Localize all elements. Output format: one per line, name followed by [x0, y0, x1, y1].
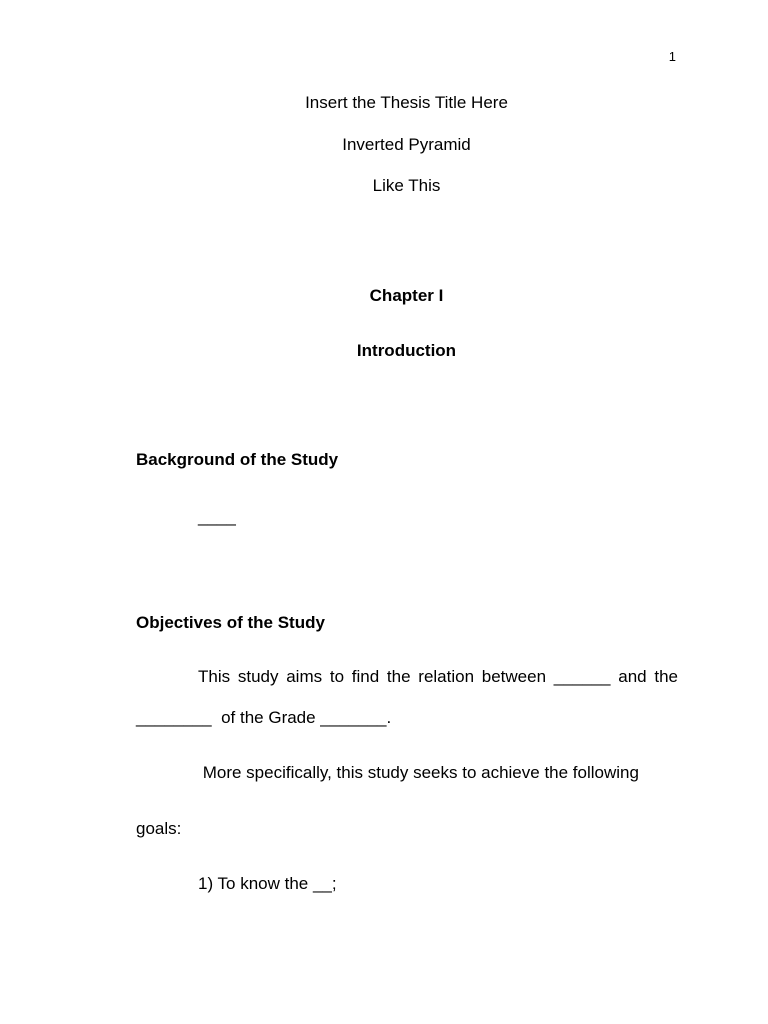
objectives-paragraph-line-2: ________ of the Grade _______. — [136, 708, 392, 727]
goals-paragraph-line-1: More specifically, this study seeks to achieve the following — [198, 763, 639, 782]
objectives-paragraph-line-1: This study aims to find the relation between ______ and the — [198, 667, 678, 686]
thesis-title-line-1: Insert the Thesis Title Here — [305, 93, 508, 112]
chapter-title: Introduction — [356, 341, 457, 360]
thesis-title-line-2: Inverted Pyramid — [342, 135, 471, 154]
chapter-number: Chapter I — [369, 286, 444, 305]
page-number: 1 — [668, 49, 676, 64]
goals-paragraph-line-2: goals: — [136, 819, 182, 838]
background-heading: Background of the Study — [136, 450, 339, 469]
thesis-title-line-3: Like This — [372, 176, 441, 195]
goal-item-1: 1) To know the __; — [198, 874, 337, 893]
background-placeholder: ____ — [198, 507, 236, 526]
objectives-heading: Objectives of the Study — [136, 613, 325, 632]
